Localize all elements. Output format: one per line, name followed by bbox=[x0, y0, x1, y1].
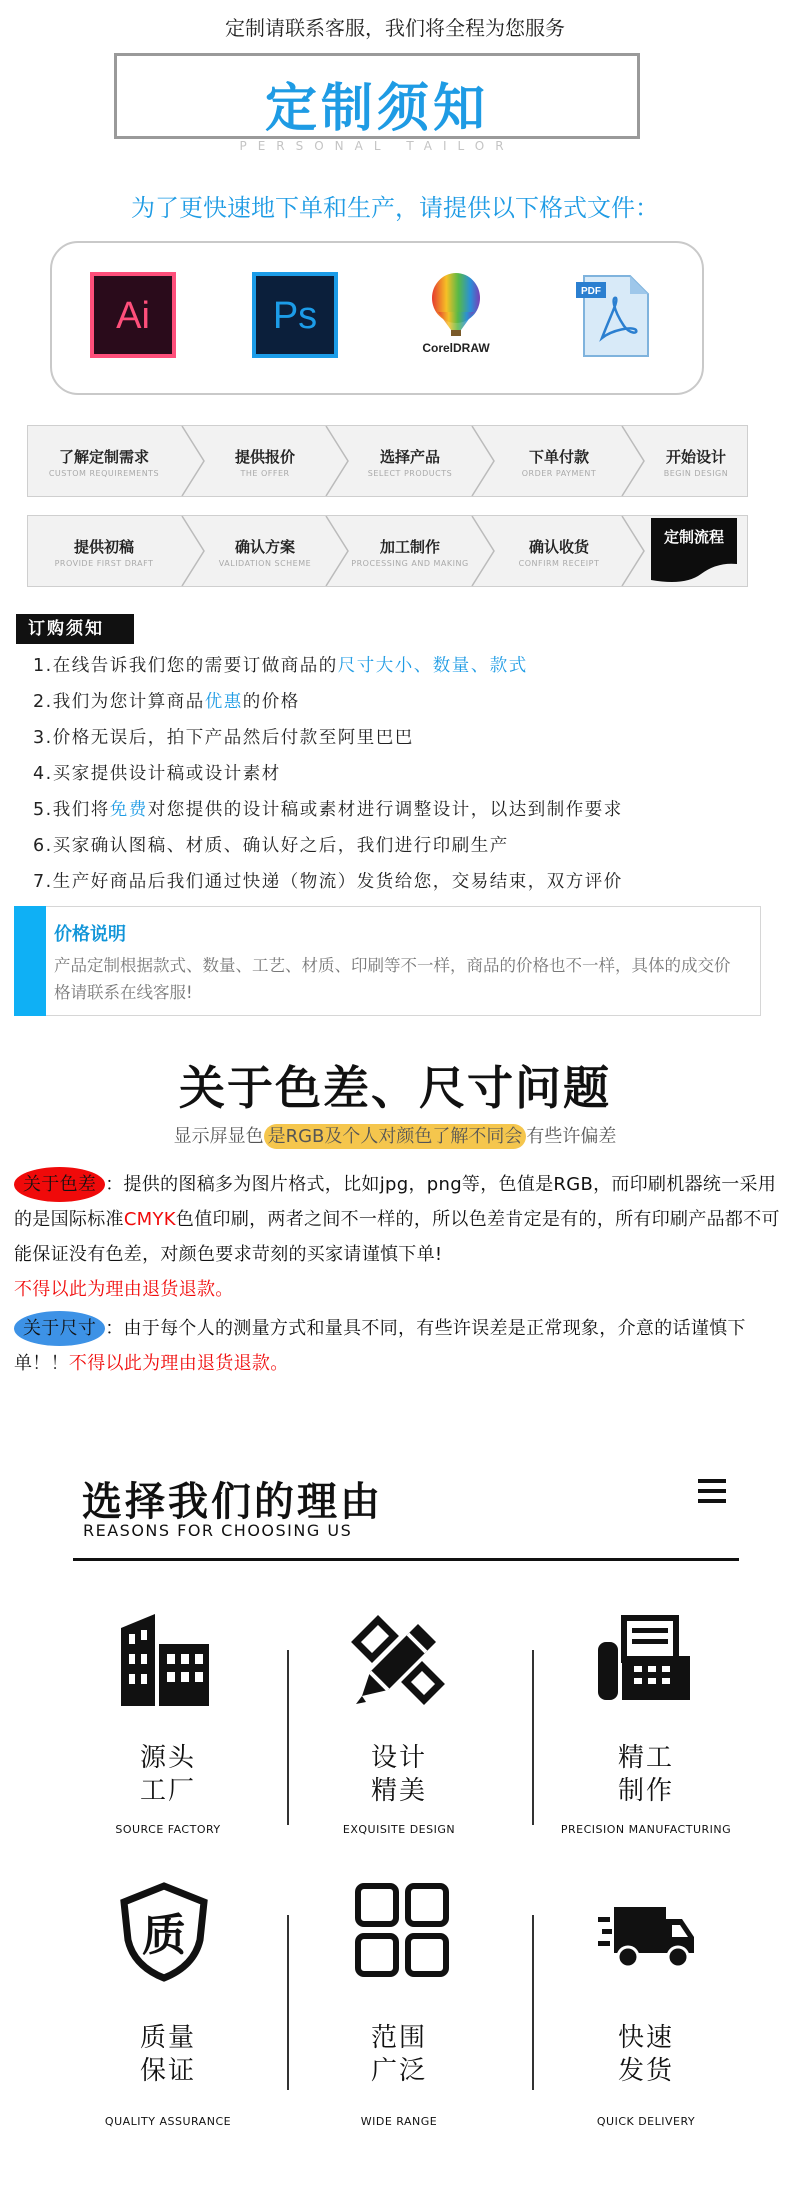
pdf-icon bbox=[572, 272, 658, 358]
flow-step-first-draft: 提供初稿 PROVIDE FIRST DRAFT bbox=[54, 538, 154, 568]
reasons-subtitle: REASONS FOR CHOOSING US bbox=[83, 1521, 353, 1540]
reason-label: 精工 制作 bbox=[617, 1743, 674, 1806]
reason-label: 范围 广泛 bbox=[370, 2023, 427, 2086]
coreldraw-label: CorelDRAW bbox=[422, 341, 490, 355]
subtitle-highlight: 是RGB及个人对颜色了解不同会 bbox=[264, 1124, 527, 1149]
notice-item: 7.生产好商品后我们通过快递（物流）发货给您，交易结束，双方评价 bbox=[33, 872, 623, 892]
color-warning: 不得以此为理由退货退款。 bbox=[14, 1279, 234, 1300]
printer-fax-icon bbox=[594, 1612, 694, 1712]
size-warning: 不得以此为理由退货退款。 bbox=[68, 1353, 289, 1374]
column-divider bbox=[532, 1915, 534, 2090]
quality-glyph: 质 bbox=[142, 1910, 186, 1961]
delivery-truck-icon bbox=[596, 1885, 696, 1985]
format-instruction: 为了更快速地下单和生产，请提供以下格式文件： bbox=[131, 194, 659, 222]
flow-step-confirm-receipt: 确认收货 CONFIRM RECEIPT bbox=[518, 538, 600, 568]
reason-label-en: SOURCE FACTORY bbox=[115, 1823, 221, 1836]
flow-step-order-payment: 下单付款 ORDER PAYMENT bbox=[521, 448, 597, 478]
custom-flow-banner bbox=[641, 516, 747, 586]
size-paragraph: 关于尺寸 ：由于每个人的测量方式和量具不同，有些许误差是正常现象，介意的话谨慎下单！！不得以此为理由退货退款。 bbox=[14, 1311, 784, 1381]
flow-step-select-products: 选择产品 SELECT PRODUCTS bbox=[367, 448, 453, 478]
menu-icon[interactable] bbox=[696, 1477, 730, 1505]
reason-label-en: EXQUISITE DESIGN bbox=[342, 1823, 456, 1836]
flow-row-2 bbox=[27, 515, 748, 587]
page-subtitle: PERSONAL TAILOR bbox=[114, 139, 640, 153]
notice-item: 6.买家确认图稿、材质、确认好之后，我们进行印刷生产 bbox=[33, 836, 509, 856]
notice-item: 1.在线告诉我们您的需要订做商品的尺寸大小、数量、款式 bbox=[33, 656, 528, 676]
order-notice-tag: 订购须知 bbox=[16, 614, 134, 644]
coreldraw-icon bbox=[413, 272, 499, 358]
reason-label-en: QUALITY ASSURANCE bbox=[104, 2115, 232, 2128]
reason-label-en: PRECISION MANUFACTURING bbox=[560, 1823, 732, 1836]
price-note-title: 价格说明 bbox=[54, 924, 126, 945]
reasons-divider bbox=[73, 1558, 739, 1561]
color-size-subtitle: 显示屏显色 是RGB及个人对颜色了解不同会 有些许偏差 bbox=[173, 1126, 617, 1147]
color-difference-label: 关于色差 bbox=[14, 1167, 105, 1202]
adobe-photoshop-icon bbox=[252, 272, 338, 358]
reason-label: 质量 保证 bbox=[139, 2023, 196, 2086]
flow-row-1 bbox=[27, 425, 748, 497]
price-note-accent bbox=[14, 906, 46, 1016]
column-divider bbox=[287, 1650, 289, 1825]
flow-step-custom-requirements: 了解定制需求 CUSTOM REQUIREMENTS bbox=[48, 448, 160, 478]
flow-step-processing: 加工制作 PROCESSING AND MAKING bbox=[351, 538, 469, 568]
column-divider bbox=[287, 1915, 289, 2090]
quality-shield-icon bbox=[114, 1882, 214, 1982]
price-note-body: 产品定制根据款式、数量、工艺、材质、印刷等不一样，商品的价格也不一样，具体的成交价格请联系在线客服! bbox=[54, 956, 731, 1002]
reason-label: 源头 工厂 bbox=[139, 1743, 196, 1806]
notice-item: 5.我们将免费对您提供的设计稿或素材进行调整设计，以达到制作要求 bbox=[33, 800, 623, 820]
reason-label-en: WIDE RANGE bbox=[360, 2115, 438, 2128]
notice-item: 4.买家提供设计稿或设计素材 bbox=[33, 764, 281, 784]
pdf-label: PDF bbox=[581, 286, 601, 297]
ai-label: Ai bbox=[116, 295, 150, 337]
color-difference-paragraph: 关于色差 ：提供的图稿多为图片格式，比如jpg，png等，色值是RGB，而印刷机器统一采用的是国际标准CMYK色值印刷，两者之间不一样的，所以色差肯定是有的，所有印刷产品都不可能保证没有色差，对颜色要求苛刻的买家请谨慎下单! 不得以此为理由退货退款。 bbox=[14, 1167, 784, 1307]
column-divider bbox=[532, 1650, 534, 1825]
ps-label: Ps bbox=[272, 295, 318, 337]
reason-label: 设计 精美 bbox=[370, 1743, 427, 1806]
page-title: 定制须知 bbox=[264, 79, 489, 139]
reason-label: 快速 发货 bbox=[617, 2023, 674, 2086]
adobe-illustrator-icon bbox=[90, 272, 176, 358]
color-size-title: 关于色差、尺寸问题 bbox=[179, 1061, 611, 1115]
notice-item: 2.我们为您计算商品优惠的价格 bbox=[33, 692, 300, 712]
flow-step-begin-design: 开始设计 BEGIN DESIGN bbox=[663, 448, 729, 478]
reasons-title: 选择我们的理由 bbox=[82, 1479, 383, 1525]
contact-service-line: 定制请联系客服，我们将全程为您服务 bbox=[225, 16, 565, 40]
reason-label-en: QUICK DELIVERY bbox=[596, 2115, 696, 2128]
custom-flow-label: 定制流程 bbox=[663, 528, 724, 546]
notice-item: 3.价格无误后，拍下产品然后付款至阿里巴巴 bbox=[33, 728, 414, 748]
flow-step-offer: 提供报价 THE OFFER bbox=[234, 448, 295, 478]
design-pencil-icon bbox=[348, 1612, 448, 1712]
flow-step-validation-scheme: 确认方案 VALIDATION SCHEME bbox=[218, 538, 312, 568]
grid-squares-icon bbox=[352, 1880, 452, 1980]
factory-icon bbox=[113, 1610, 213, 1710]
title-box bbox=[114, 53, 640, 139]
size-label: 关于尺寸 bbox=[14, 1311, 105, 1346]
